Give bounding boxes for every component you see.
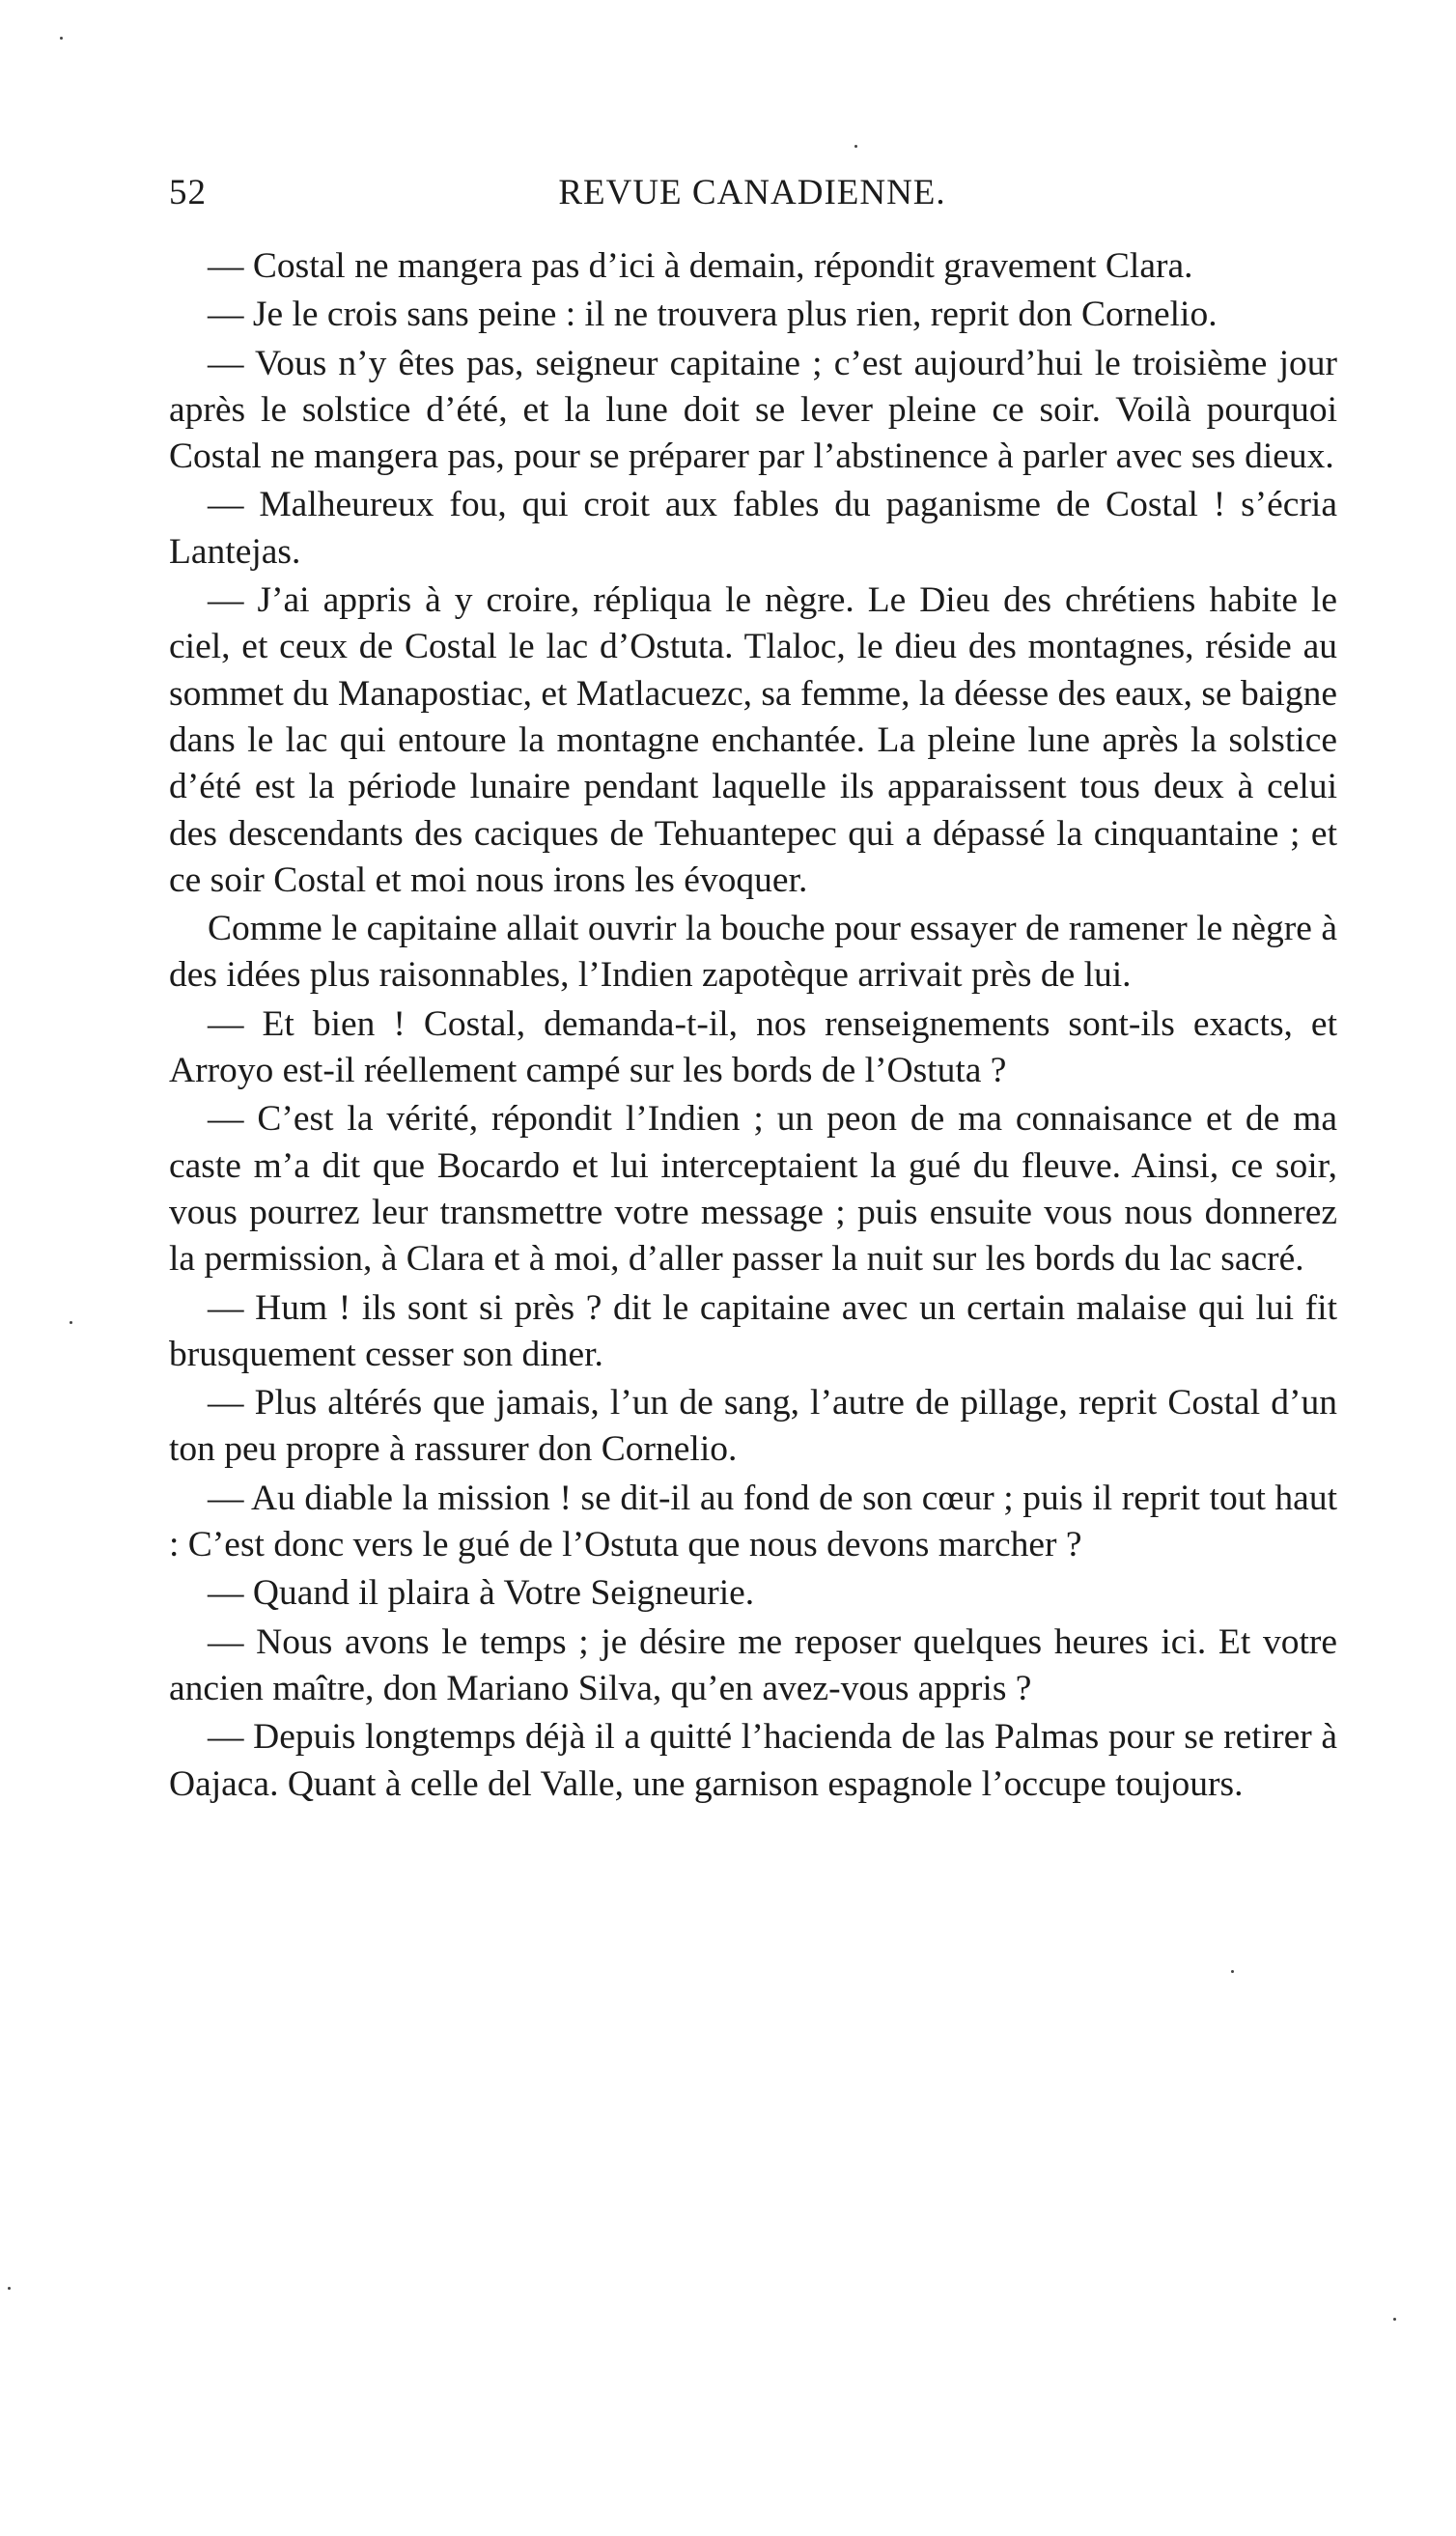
paragraph: — Plus altérés que jamais, l’un de sang, l’autre de pillage, reprit Costal d’un ton peu propre à rassurer don Cornelio. [169, 1383, 1337, 1470]
page-number: 52 [169, 173, 207, 212]
running-title: REVUE CANADIENNE. [558, 173, 946, 212]
page-header [169, 172, 1335, 222]
print-speck [60, 37, 63, 40]
print-speck [8, 2287, 11, 2290]
paragraph: — Vous n’y êtes pas, seigneur capitaine ; c’est aujourd’hui le troisième jour après le solstice d’été, et la lune doit se lever pleine ce soir. Voilà pourquoi Costal ne mangera pas, pour se préparer par l’abstinence à parler avec ses dieux. [169, 343, 1337, 477]
print-speck [1231, 1970, 1234, 1973]
paragraph: Comme le capitaine allait ouvrir la bouche pour essayer de ramener le nègre à des idées plus raisonnables, l’Indien zapotèque arrivait près de lui. [169, 909, 1337, 996]
paragraph: — Et bien ! Costal, demanda-t-il, nos renseignements sont-ils exacts, et Arroyo est-il réellement campé sur les bords de l’Ostuta ? [169, 1003, 1337, 1091]
paragraph: — Costal ne mangera pas d’ici à demain, répondit gravement Clara. [208, 246, 1193, 286]
print-speck [854, 145, 857, 148]
paragraph: — Depuis longtemps déjà il a quitté l’hacienda de las Palmas pour se retirer à Oajaca. Quant à celle del Valle, une garnison espagnole l’occupe toujours. [169, 1717, 1337, 1804]
paragraph: — C’est la vérité, répondit l’Indien ; un peon de ma connaisance et de ma caste m’a dit que Bocardo et lui interceptaient la gué du fleuve. Ainsi, ce soir, vous pourrez leur transmettre votre message ; puis ensuite vous nous donnerez la permission, à Clara et à moi, d’aller passer la nuit sur les bords du lac sacré. [169, 1099, 1337, 1280]
paragraph: — Quand il plaira à Votre Seigneurie. [208, 1573, 755, 1614]
paragraph: — Hum ! ils sont si près ? dit le capitaine avec un certain malaise qui lui fit brusquement cesser son diner. [169, 1287, 1337, 1374]
print-speck [1393, 2318, 1396, 2321]
paragraph: — Nous avons le temps ; je désire me reposer quelques heures ici. Et votre ancien maître, don Mariano Silva, qu’en avez-vous appris ? [169, 1621, 1337, 1708]
paragraph: — Je le crois sans peine : il ne trouvera plus rien, reprit don Cornelio. [208, 295, 1218, 335]
paragraph: — Au diable la mission ! se dit-il au fond de son cœur ; puis il reprit tout haut : C’est donc vers le gué de l’Ostuta que nous devons marcher ? [169, 1478, 1337, 1565]
paragraph: — Malheureux fou, qui croit aux fables du paganisme de Costal ! s’écria Lantejas. [169, 485, 1337, 572]
print-speck [70, 1321, 72, 1324]
body-text [169, 243, 1337, 1808]
paragraph: — J’ai appris à y croire, répliqua le nègre. Le Dieu des chrétiens habite le ciel, et ceux de Costal le lac d’Ostuta. Tlaloc, le dieu des montagnes, réside au sommet du Manapostiac, et Matlacuezc, sa femme, la déesse des eaux, se baigne dans le lac qui entoure la montagne enchantée. La pleine lune après la solstice d’été est la période lunaire pendant laquelle ils apparaissent tous deux à celui des descendants des caciques de Tehuantepec qui a dépassé la cinquantaine ; et ce soir Costal et moi nous irons les évoquer. [169, 580, 1337, 900]
